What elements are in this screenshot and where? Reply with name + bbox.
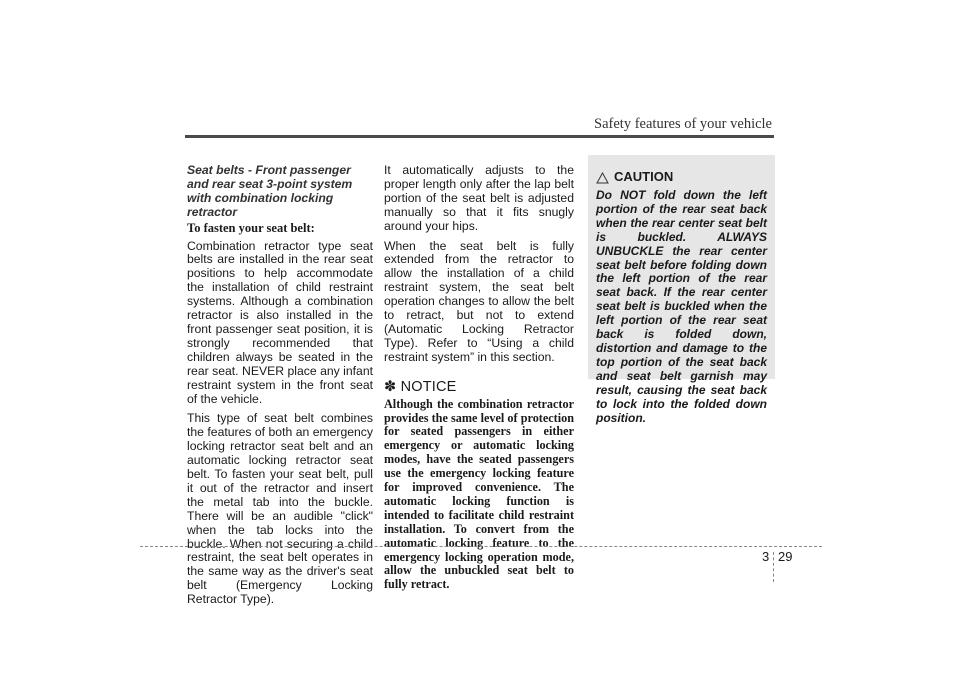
section-heading: Seat belts - Front passenger and rear seat 3-point system with combination locking retractor bbox=[187, 163, 353, 219]
page-number: 29 bbox=[778, 549, 793, 564]
caution-title: CAUTION bbox=[614, 169, 674, 184]
paragraph-fully-extended: When the seat belt is fully extended from the retractor to allow the installation of a child restraint system, the seat belt operation changes to allow the belt to retract, but not to extend (Automatic Locking Retractor Type). Refer to “Using a child restraint system” in this section. bbox=[384, 238, 574, 364]
header-rule bbox=[185, 135, 774, 138]
warning-triangle-icon bbox=[596, 171, 609, 183]
running-header-title: Safety features of your vehicle bbox=[594, 116, 772, 132]
middle-column bbox=[384, 164, 574, 592]
page-section-number: 3 bbox=[762, 549, 770, 564]
paragraph-combination-retractor: Combination retractor type seat belts are installed in the rear seat positions to help accommodate the installation of child restraint systems. Although a combination retractor is also installed in the front passenger seat position, it is strongly recommended that children always be seated in the rear seat. NEVER place any infant restraint system in the front seat of the vehicle. bbox=[187, 238, 373, 406]
fasten-subheading: To fasten your seat belt: bbox=[187, 220, 315, 235]
caution-body: Do NOT fold down the left portion of the rear seat back when the rear center seat belt is buckled. ALWAYS UNBUCKLE the rear center seat belt before folding down the left portion of the rear seat back. If the rear center seat belt is buckled when the left portion of the rear seat back is folded down, distortion and damage to the top portion of the seat back and seat belt garnish may result, causing the seat back to lock into the folded down position. bbox=[596, 188, 767, 425]
page-number-divider bbox=[773, 552, 774, 582]
paragraph-auto-adjust: It automatically adjusts to the proper length only after the lap belt portion of the seat belt is adjusted manually so that it fits snugly around your hips. bbox=[384, 163, 574, 233]
notice-body: Although the combination retractor provides the same level of protection for seated passengers in either emergency or automatic locking modes, have the seated passengers use the emergency locking feature for improved convenience. The automatic locking function is intended to facilitate child restraint installation. To convert from the automatic locking feature to the emergency locking operation mode, allow the unbuckled seat belt to fully retract. bbox=[384, 396, 574, 592]
paragraph-belt-type: This type of seat belt combines the features of both an emergency locking retractor seat belt and an automatic locking retractor seat belt. To fasten your seat belt, pull it out of the retractor and insert the metal tab into the buckle. There will be an audible "click" when the tab locks into the buckle. When not securing a child restraint, the seat belt operates in the same way as the driver's seat belt (Emergency Locking Retractor Type). bbox=[187, 411, 373, 607]
footer-rule bbox=[140, 546, 822, 547]
caution-header bbox=[596, 169, 767, 184]
notice-title: ✽ NOTICE bbox=[384, 378, 457, 395]
caution-box bbox=[588, 155, 775, 425]
